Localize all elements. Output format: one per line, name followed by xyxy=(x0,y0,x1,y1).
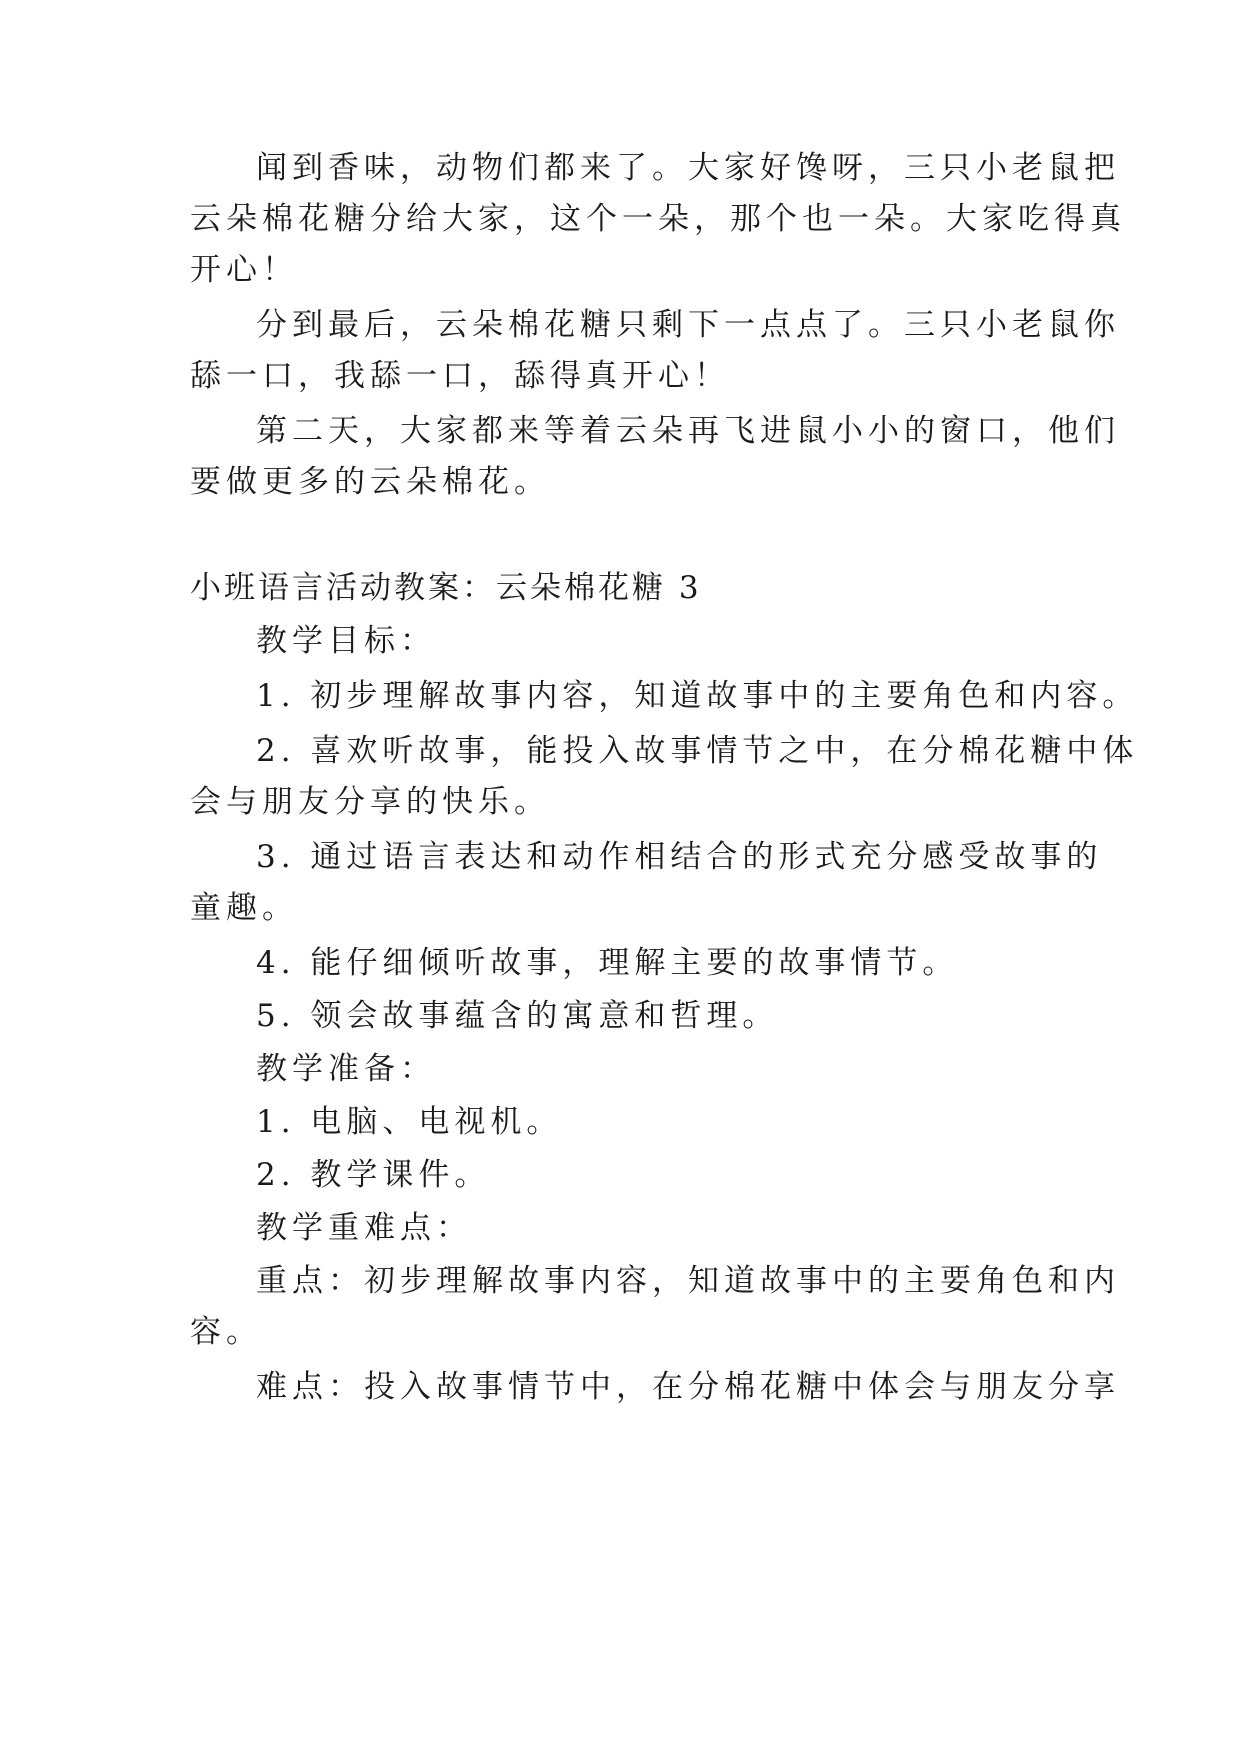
goal-item-2-line-1: 2. 喜欢听故事，能投入故事情节之中，在分棉花糖中体 xyxy=(256,733,1139,769)
story-paragraph-2-line-2: 舔一口，我舔一口，舔得真开心！ xyxy=(190,358,730,394)
prep-heading: 教学准备： xyxy=(256,1051,436,1087)
goal-item-3-line-1: 3. 通过语言表达和动作相结合的形式充分感受故事的 xyxy=(256,839,1103,875)
goal-item-1: 1. 初步理解故事内容，知道故事中的主要角色和内容。 xyxy=(256,678,1139,714)
difficult-point-line-1: 难点：投入故事情节中，在分棉花糖中体会与朋友分享 xyxy=(256,1369,1120,1405)
key-point-line-2: 容。 xyxy=(190,1314,262,1350)
goal-item-3-line-2: 童趣。 xyxy=(190,890,298,926)
key-point-line-1: 重点：初步理解故事内容，知道故事中的主要角色和内 xyxy=(256,1263,1120,1299)
story-paragraph-3-line-2: 要做更多的云朵棉花。 xyxy=(190,464,550,500)
prep-item-1: 1. 电脑、电视机。 xyxy=(256,1104,563,1140)
story-paragraph-1-line-2: 云朵棉花糖分给大家，这个一朵，那个也一朵。大家吃得真 xyxy=(190,201,1126,237)
story-paragraph-1-line-3: 开心！ xyxy=(190,252,298,288)
story-paragraph-1-line-1: 闻到香味，动物们都来了。大家好馋呀，三只小老鼠把 xyxy=(256,150,1120,186)
story-paragraph-3-line-1: 第二天，大家都来等着云朵再飞进鼠小小的窗口，他们 xyxy=(256,413,1120,449)
story-paragraph-2-line-1: 分到最后，云朵棉花糖只剩下一点点了。三只小老鼠你 xyxy=(256,307,1120,343)
prep-item-2: 2. 教学课件。 xyxy=(256,1157,491,1193)
goal-item-4: 4. 能仔细倾听故事，理解主要的故事情节。 xyxy=(256,945,959,981)
section-title: 小班语言活动教案：云朵棉花糖 3 xyxy=(190,570,702,606)
goals-heading: 教学目标： xyxy=(256,623,436,659)
goal-item-2-line-2: 会与朋友分享的快乐。 xyxy=(190,784,550,820)
goal-item-5: 5. 领会故事蕴含的寓意和哲理。 xyxy=(256,998,779,1034)
keypoints-heading: 教学重难点： xyxy=(256,1210,472,1246)
